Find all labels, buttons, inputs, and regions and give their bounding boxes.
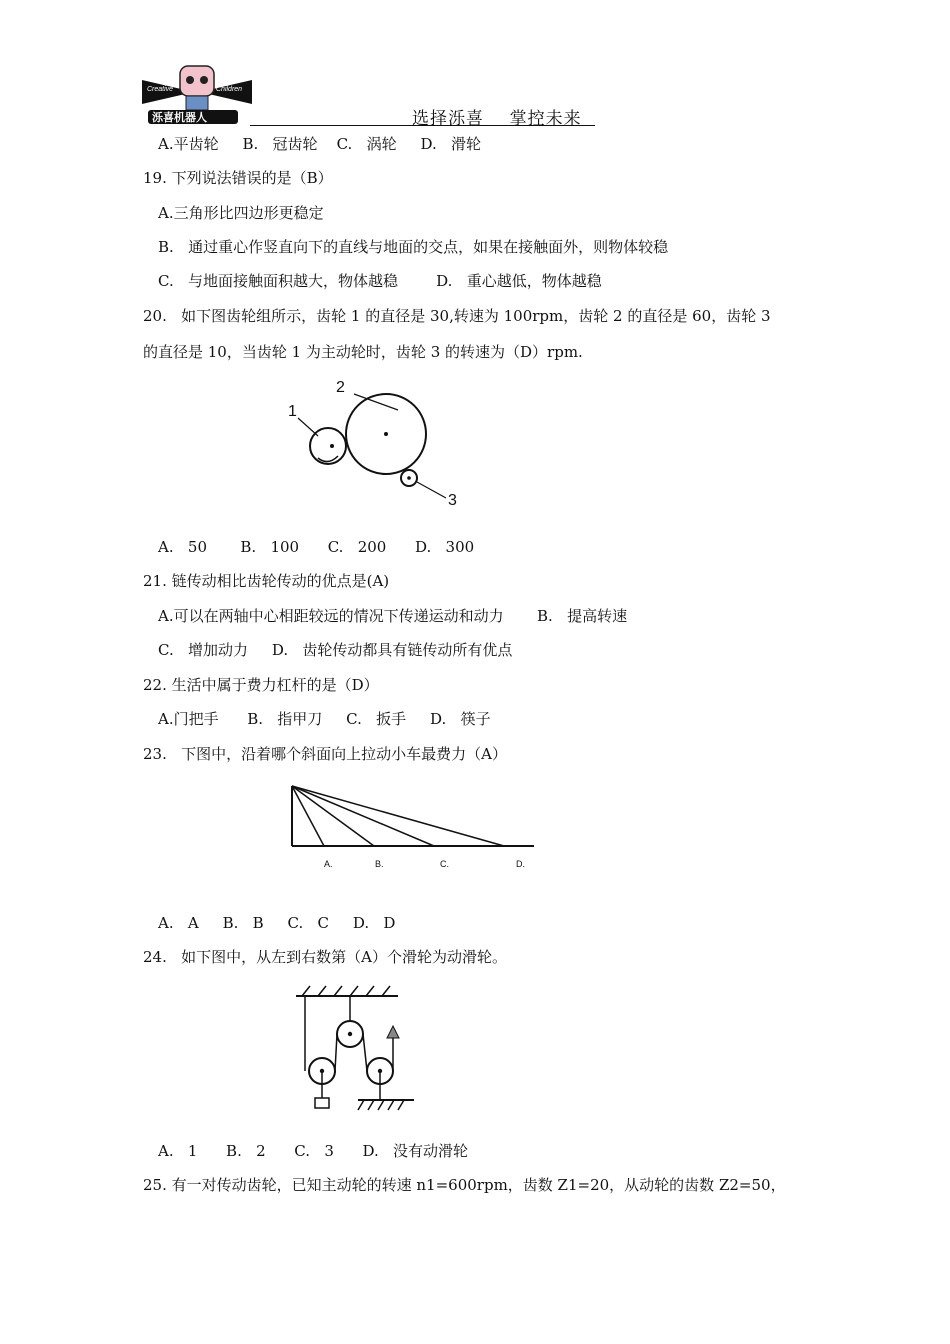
q19-option-a: A.三角形比四边形更稳定 — [158, 204, 324, 222]
q22-stem: 22. 生活中属于费力杠杆的是（D） — [143, 676, 379, 694]
slope-label-c: C. — [440, 859, 449, 869]
gear-label-2: 2 — [336, 379, 345, 396]
slope-label-a: A. — [324, 859, 333, 869]
q21-stem: 21. 链传动相比齿轮传动的优点是(A) — [143, 572, 390, 590]
q22-options: A.门把手 B. 指甲刀 C. 扳手 D. 筷子 — [158, 710, 491, 728]
q24-options: A. 1 B. 2 C. 3 D. 没有动滑轮 — [158, 1142, 469, 1160]
logo-text-cn: 泺喜机器人 — [152, 112, 207, 124]
gear-train-figure — [280, 372, 480, 512]
q20-stem-line2: 的直径是 10，当齿轮 1 为主动轮时，齿轮 3 的转速为（D）rpm. — [143, 343, 583, 361]
weight-icon — [315, 1098, 329, 1108]
logo-text-children: Children — [216, 86, 243, 93]
pulley-system-figure — [290, 980, 420, 1115]
q21-option-cd: C. 增加动力 D. 齿轮传动都具有链传动所有优点 — [158, 641, 513, 659]
gear-label-3: 3 — [448, 492, 457, 509]
header-motto: 选择泺喜 掌控未来 — [412, 109, 582, 129]
q21-option-ab: A.可以在两轴中心相距较远的情况下传递运动和动力 B. 提高转速 — [158, 607, 628, 625]
pull-arrow-icon — [387, 1026, 399, 1038]
slope-label-d: D. — [516, 859, 525, 869]
robot-logo-icon — [142, 62, 252, 128]
q24-stem: 24. 如下图中，从左到右数第（A）个滑轮为动滑轮。 — [143, 948, 507, 966]
q25-stem: 25. 有一对传动齿轮，已知主动轮的转速 n1=600rpm，齿数 Z1=20，从动轮的齿数 Z2=50， — [143, 1176, 786, 1194]
q18-options: A.平齿轮 B. 冠齿轮 C. 涡轮 D. 滑轮 — [158, 135, 482, 153]
q23-stem: 23. 下图中，沿着哪个斜面向上拉动小车最费力（A） — [143, 745, 507, 763]
q20-stem-line1: 20. 如下图齿轮组所示，齿轮 1 的直径是 30,转速为 100rpm，齿轮 2 的直径是 60，齿轮 3 — [143, 307, 771, 325]
gear-label-1: 1 — [288, 403, 297, 420]
q19-stem: 19. 下列说法错误的是（B） — [143, 169, 333, 187]
slope-label-b: B. — [375, 859, 384, 869]
inclined-planes-figure — [284, 778, 544, 878]
q23-options: A. A B. B C. C D. D — [158, 914, 396, 932]
header-rule — [250, 125, 595, 126]
logo-text-creative: Creative — [147, 86, 174, 93]
q19-option-b: B. 通过重心作竖直向下的直线与地面的交点，如果在接触面外，则物体较稳 — [158, 238, 669, 256]
q20-options: A. 50 B. 100 C. 200 D. 300 — [158, 538, 475, 556]
q19-option-cd: C. 与地面接触面积越大，物体越稳 D. 重心越低，物体越稳 — [158, 272, 602, 290]
logo — [142, 62, 252, 128]
